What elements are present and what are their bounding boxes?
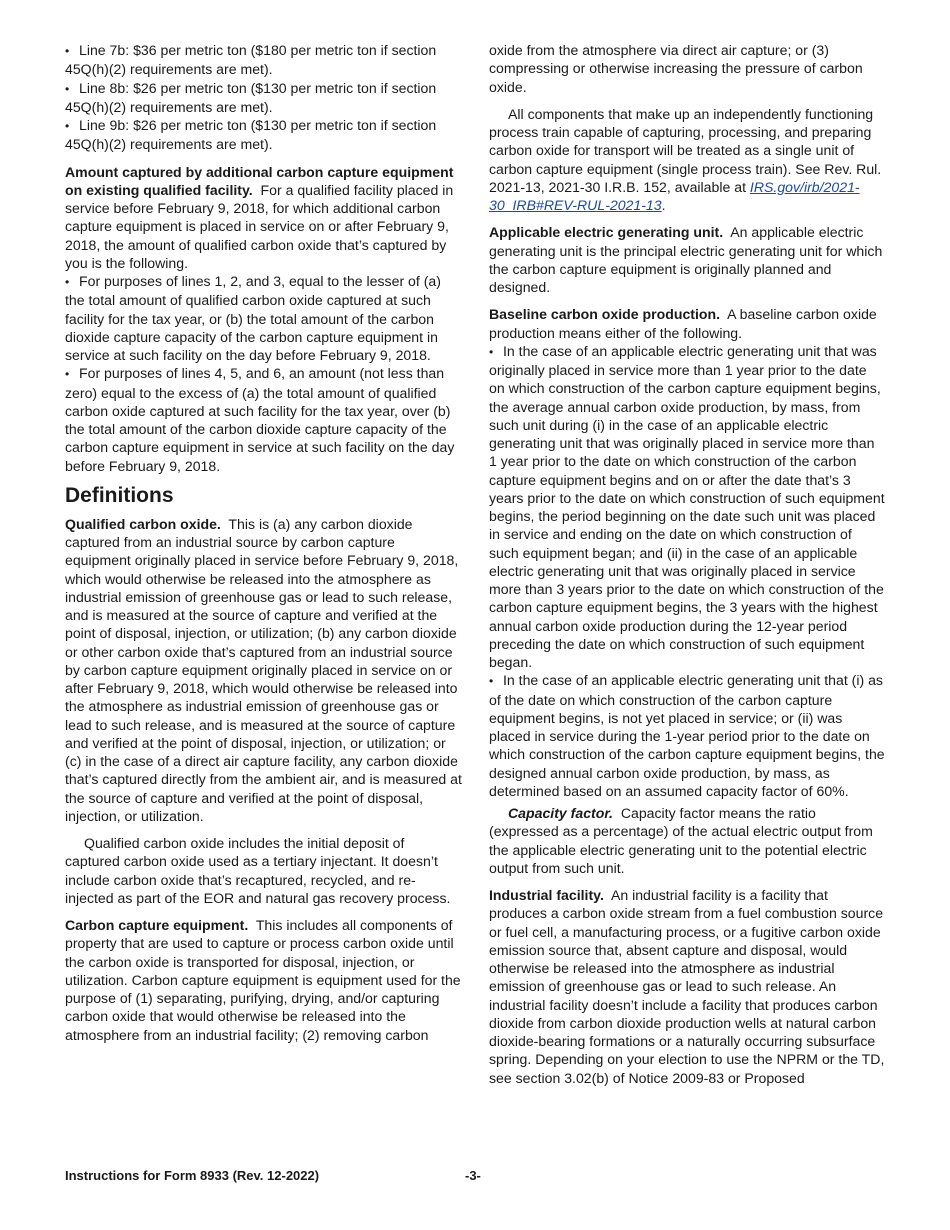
bullet-lines-4-5-6: • For purposes of lines 4, 5, and 6, an amount (not less than zero) equal to the excess of (a) the total amount of qualified carbon oxide captured at such facility for the tax year, over (b) the total amount of the carbon dioxide capture capacity of the carbon capture equipment in service at such facility on the day before February 9, 2018. bbox=[65, 364, 463, 475]
baseline-term: Baseline carbon oxide production. bbox=[489, 306, 721, 323]
process-train-paragraph bbox=[489, 105, 885, 215]
left-column bbox=[65, 41, 463, 1044]
baseline-text: A baseline carbon oxide production means either of the following. bbox=[489, 306, 877, 341]
qualified-carbon-oxide-paragraph-2: Qualified carbon oxide includes the initial deposit of captured carbon oxide used as a tertiary injectant. It doesn’t include carbon oxide that’s recaptured, recycled, and re-injected as part of the EOR and natural gas recovery process. bbox=[65, 835, 451, 906]
additional-equipment-paragraph bbox=[65, 163, 463, 273]
egu-text: An applicable electric generating unit is the principal electric generating unit for which the carbon capture equipment is originally planned and designed. bbox=[489, 224, 883, 295]
bullet-lines-1-2-3: • For purposes of lines 1, 2, and 3, equal to the lesser of (a) the total amount of qualified carbon oxide captured at such facility for the tax year, or (b) the total amount of the carbon dioxide capture capacity of the carbon capture equipment in service at such facility on the day before February 9, 2018. bbox=[65, 272, 463, 364]
additional-equipment-heading: Amount captured by additional carbon capture equipment on existing qualified facility. bbox=[65, 163, 454, 198]
industrial-facility-term: Industrial facility. bbox=[489, 887, 604, 903]
capacity-factor-paragraph bbox=[489, 804, 885, 877]
process-train-period: . bbox=[661, 197, 666, 213]
bullet-line-9b: • Line 9b: $26 per metric ton ($130 per metric ton if section 45Q(h)(2) requirements are met). bbox=[65, 116, 463, 154]
egu-term: Applicable electric generating unit. bbox=[489, 224, 724, 241]
carbon-capture-equipment-paragraph bbox=[65, 916, 463, 1044]
qualified-carbon-oxide-term: Qualified carbon oxide. bbox=[65, 515, 221, 532]
bullet-line-7b: • Line 7b: $36 per metric ton ($180 per metric ton if section 45Q(h)(2) requirements are met). bbox=[65, 41, 463, 79]
qualified-carbon-oxide-text: This is (a) any carbon dioxide captured from an industrial source by carbon capture equipment originally placed in service before February 9, 2018, which would otherwise be released into the atmosphere as industrial emission of greenhouse gas or lead to such release, and is measured at the source of capture and verified at the point of disposal, injection, or utilization; (b) any carbon dioxide or other carbon oxide that’s captured from an industrial source by carbon capture equipment originally placed in service on or after February 9, 2018, which would otherwise be released into the atmosphere as industrial emission of greenhouse gas or lead to such release, and is measured at the source of capture and verified at the point of disposal, injection, or utilization; or (c) in the case of a direct air capture facility, any carbon dioxide that’s captured directly from the ambient air, and is measured at the source of capture and verified at the point of disposal, injection, or utilization. bbox=[65, 515, 462, 824]
additional-equipment-text: For a qualified facility placed in service before February 9, 2018, for which additional carbon capture equipment is placed in service on or after February 9, 2018, the amount of qualified carbon oxide that’s captured by you is the following. bbox=[65, 181, 454, 271]
carbon-capture-equipment-term: Carbon capture equipment. bbox=[65, 917, 249, 933]
baseline-paragraph bbox=[489, 305, 885, 342]
capacity-factor-term: Capacity factor. bbox=[508, 805, 613, 821]
definitions-heading: Definitions bbox=[65, 483, 174, 507]
bullet-line-8b: • Line 8b: $26 per metric ton ($130 per metric ton if section 45Q(h)(2) requirements are met). bbox=[65, 79, 463, 117]
bullet-baseline-new-unit: • In the case of an applicable electric generating unit that (i) as of the date on which construction of the carbon capture equipment begins, is not yet placed in service; or (ii) was placed in service during the 1-year period prior to the date on which construction of the carbon capture equipment begins, the designed annual carbon oxide production, by mass, as determined based on an assumed capacity factor of 60%. bbox=[489, 671, 885, 800]
bullet-baseline-existing-unit: • In the case of an applicable electric generating unit that was originally placed in service more than 1 year prior to the date on which construction of the carbon capture equipment begins, the average annual carbon oxide production, by mass, from such unit during (i) in the case of an applicable electric generating unit that was originally placed in service more than 1 year prior to the date on which construction of the carbon capture equipment begins and on or after the date that’s 3 years prior to the date on which construction of such equipment begins, the period beginning on the date such unit was placed in service and ending on the date on which construction of such equipment began; and (ii) in the case of an applicable electric generating unit that was originally placed in service more than 3 years prior to the date on which construction of the carbon capture equipment begins, the 3 years with the highest annual carbon oxide production during the 12-year period preceding the date on which construction of such equipment began. bbox=[489, 342, 885, 672]
industrial-facility-paragraph bbox=[489, 886, 885, 1087]
right-column bbox=[489, 41, 885, 1087]
footer-form-title: Instructions for Form 8933 (Rev. 12-2022) bbox=[65, 1168, 320, 1183]
carbon-capture-equipment-continued: oxide from the atmosphere via direct air capture; or (3) compressing or otherwise increasing the pressure of carbon oxide. bbox=[489, 42, 863, 95]
rev-rul-link[interactable]: IRS.gov/irb/2021-30_IRB#REV-RUL-2021-13 bbox=[489, 178, 860, 213]
carbon-capture-equipment-text: This includes all components of property that are used to capture or process carbon oxide until the carbon oxide is transported for disposal, injection, or utilization. Carbon capture equipment is equipment used for the purpose of (1) separating, purifying, drying, and/or capturing carbon oxide that would otherwise be released into the atmosphere from an industrial facility; (2) removing carbon bbox=[65, 917, 461, 1043]
industrial-facility-text: An industrial facility is a facility that produces a carbon oxide stream from a fuel combustion source or fuel cell, a manufacturing process, or a fugitive carbon oxide emission source that, absent capture and disposal, would otherwise be released into the atmosphere as industrial emission of greenhouse gas or lead to such release. An industrial facility doesn’t include a facility that produces carbon dioxide from carbon dioxide production wells at natural carbon dioxide-bearing formations or a naturally occurring subsurface spring. Depending on your election to use the NPRM or the TD, see section 3.02(b) of Notice 2009-83 or Proposed bbox=[489, 887, 885, 1086]
capacity-factor-text: Capacity factor means the ratio (expressed as a percentage) of the actual electric output from the applicable electric generating unit to the potential electric output from such unit. bbox=[489, 805, 873, 876]
egu-paragraph bbox=[489, 223, 885, 296]
process-train-text: All components that make up an independently functioning process train capable of capturing, processing, and preparing carbon oxide for transport will be treated as a single unit of carbon capture equipment (single process train). See Rev. Rul. 2021-13, 2021-30 I.R.B. 152, available at bbox=[489, 105, 882, 195]
footer-page-number: -3- bbox=[465, 1168, 481, 1183]
qualified-carbon-oxide-paragraph bbox=[65, 515, 463, 825]
